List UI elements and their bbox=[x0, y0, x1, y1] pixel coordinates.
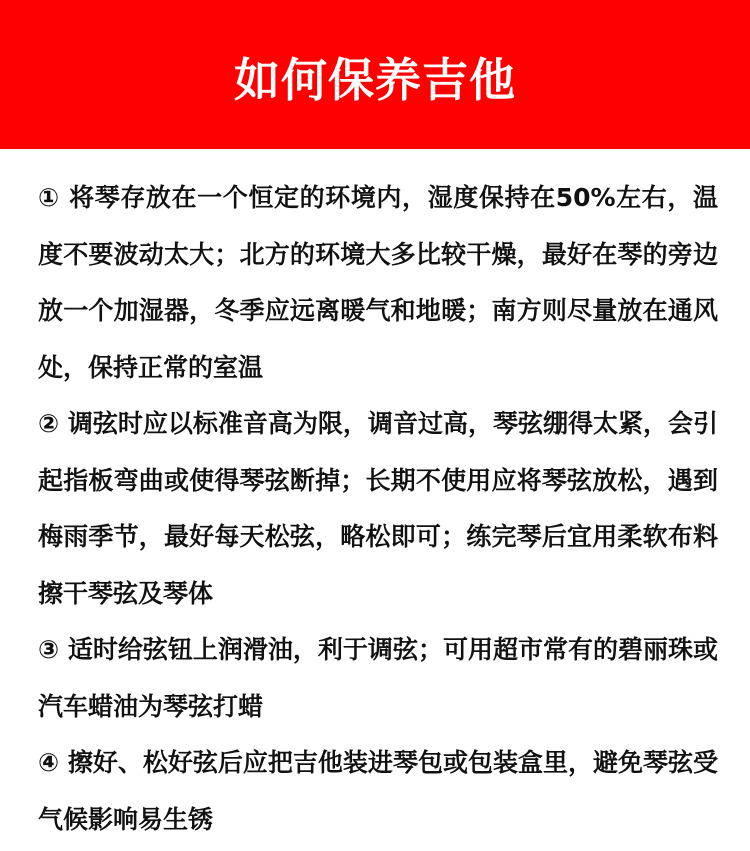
tip-paragraph-4: ④ 擦好、松好弦后应把吉他装进琴包或包装盒里，避免琴弦受气候影响易生锈 bbox=[38, 748, 718, 834]
tip-paragraph-2: ② 调弦时应以标准音高为限，调音过高，琴弦绷得太紧，会引起指板弯曲或使得琴弦断掉；长期不使用应将琴弦放松，遇到梅雨季节，最好每天松弦，略松即可；练完琴后宜用柔软布料擦干琴弦及琴体 bbox=[38, 409, 718, 608]
article-body bbox=[38, 170, 718, 848]
page-title: 如何保养吉他 bbox=[234, 52, 516, 107]
tip-paragraph-1: ① 将琴存放在一个恒定的环境内，湿度保持在50%左右，温度不要波动太大；北方的环境大多比较干燥，最好在琴的旁边放一个加湿器，冬季应远离暖气和地暖；南方则尽量放在通风处，保持正常的室温 bbox=[38, 183, 718, 382]
tip-paragraph-3: ③ 适时给弦钮上润滑油，利于调弦；可用超市常有的碧丽珠或汽车蜡油为琴弦打蜡 bbox=[38, 635, 718, 721]
header-banner bbox=[0, 0, 750, 149]
